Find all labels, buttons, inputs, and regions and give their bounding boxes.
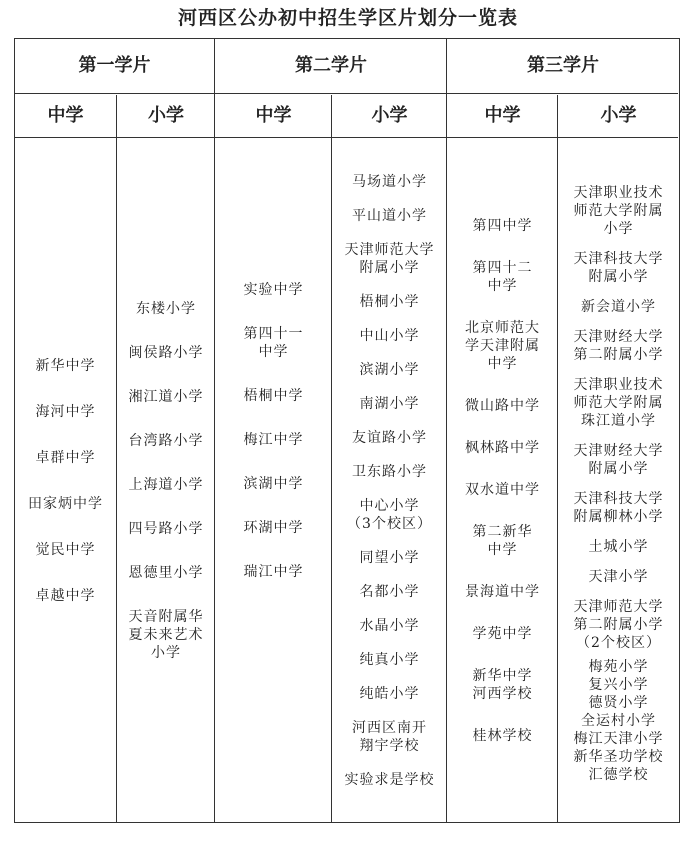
- school-name: 瑞江中学: [243, 563, 304, 580]
- school-name: 复兴小学: [588, 676, 649, 693]
- column-zone3-middle-schools: [448, 139, 557, 822]
- school-name: 梅苑小学: [588, 658, 649, 675]
- school-name: 觉民中学: [35, 541, 96, 558]
- zone-divider-2: [446, 39, 447, 822]
- school-name: 第四中学: [472, 217, 533, 234]
- school-name: 新会道小学: [581, 298, 656, 315]
- zone-divider-1: [214, 39, 215, 822]
- school-name: 台湾路小学: [128, 432, 204, 449]
- school-name: 微山路中学: [465, 397, 540, 414]
- school-name: 双水道中学: [465, 481, 540, 498]
- zone-header-3: 第三学片: [527, 55, 599, 76]
- col-divider-3: [557, 95, 558, 822]
- school-name: 马场道小学: [352, 173, 427, 190]
- column-zone2-primary-schools: [333, 139, 446, 822]
- page-title: 河西区公办初中招生学区片划分一览表: [177, 7, 518, 29]
- zone-header-rule: [15, 93, 678, 94]
- school-name: 南湖小学: [359, 395, 420, 412]
- school-name: 天津科技大学 附属小学: [573, 250, 664, 285]
- school-name: 新华中学 河西学校: [472, 667, 533, 702]
- level-header-rule: [15, 137, 678, 138]
- school-name: 实验求是学校: [344, 771, 435, 788]
- school-name: 天津师范大学 附属小学: [344, 241, 435, 276]
- zone-header-2: 第二学片: [295, 55, 367, 76]
- school-name: 友谊路小学: [352, 429, 427, 446]
- school-name: 中山小学: [359, 327, 420, 344]
- school-name: 同望小学: [359, 549, 420, 566]
- level-header: 小学: [148, 105, 184, 126]
- school-name: 天津师范大学 第二附属小学 （2个校区）: [573, 598, 664, 651]
- zone-header-1: 第一学片: [78, 55, 151, 76]
- school-name: 平山道小学: [352, 207, 427, 224]
- school-name: 新华圣功学校: [573, 748, 664, 765]
- col-divider-1: [116, 95, 117, 822]
- school-name: 天津职业技术 师范大学附属 珠江道小学: [573, 376, 664, 429]
- school-name: 滨湖中学: [243, 475, 304, 492]
- school-name: 枫林路中学: [465, 439, 540, 456]
- school-name: 汇德学校: [588, 766, 649, 783]
- school-name: 第四十二 中学: [472, 259, 533, 294]
- school-name: 梧桐中学: [243, 387, 304, 404]
- school-name: 景海道中学: [465, 583, 540, 600]
- school-name: 土城小学: [588, 538, 649, 555]
- school-name: 桂林学校: [472, 727, 533, 744]
- school-name: 天津财经大学 附属小学: [573, 442, 664, 477]
- school-name: 全运村小学: [581, 712, 656, 729]
- column-zone2-middle-schools: [216, 139, 331, 822]
- level-header: 小学: [600, 105, 637, 126]
- school-name: 天津财经大学 第二附属小学: [573, 328, 664, 363]
- column-zone1-primary-schools: [118, 139, 214, 822]
- school-name: 中心小学 （3个校区）: [347, 497, 432, 532]
- school-name: 梅江天津小学: [573, 730, 664, 747]
- level-header: 中学: [255, 105, 292, 126]
- school-name: 湘江道小学: [128, 388, 204, 405]
- school-name: 纯真小学: [359, 651, 420, 668]
- school-name: 天津职业技术 师范大学附属 小学: [573, 184, 664, 237]
- school-name: 名都小学: [359, 583, 420, 600]
- school-name: 天津科技大学 附属柳林小学: [573, 490, 664, 525]
- school-name: 德贤小学: [588, 694, 649, 711]
- school-name: 天音附属华 夏未来艺术 小学: [128, 608, 204, 661]
- school-name: 卓越中学: [35, 587, 96, 604]
- school-name: 天津小学: [588, 568, 649, 585]
- school-name: 学苑中学: [472, 625, 533, 642]
- school-name: 东楼小学: [136, 300, 196, 317]
- school-name: 卫东路小学: [352, 463, 427, 480]
- column-zone3-primary-schools: [559, 139, 678, 822]
- school-name: 闽侯路小学: [128, 344, 204, 361]
- school-name: 第二新华 中学: [472, 523, 533, 558]
- col-divider-2: [331, 95, 332, 822]
- district-table: [14, 38, 680, 823]
- school-name: 梅江中学: [243, 431, 304, 448]
- school-name: 上海道小学: [128, 476, 204, 493]
- school-name: 水晶小学: [359, 617, 420, 634]
- level-header: 中学: [484, 105, 521, 126]
- school-name: 环湖中学: [243, 519, 304, 536]
- school-name: 卓群中学: [35, 449, 96, 466]
- school-name: 纯皓小学: [359, 685, 420, 702]
- school-name: 滨湖小学: [359, 361, 420, 378]
- school-name: 四号路小学: [128, 520, 204, 537]
- school-name: 梧桐小学: [359, 293, 420, 310]
- level-header: 中学: [47, 105, 84, 126]
- school-name: 海河中学: [35, 403, 96, 420]
- school-name: 实验中学: [243, 281, 304, 298]
- school-name: 恩德里小学: [128, 564, 204, 581]
- level-header: 小学: [371, 105, 408, 126]
- school-name: 北京师范大 学天津附属 中学: [465, 319, 540, 372]
- school-name: 第四十一 中学: [243, 325, 304, 360]
- column-zone1-middle-schools: [15, 139, 116, 822]
- school-name: 河西区南开 翔宇学校: [352, 719, 427, 754]
- school-name: 新华中学: [35, 357, 96, 374]
- school-name: 田家炳中学: [28, 495, 103, 512]
